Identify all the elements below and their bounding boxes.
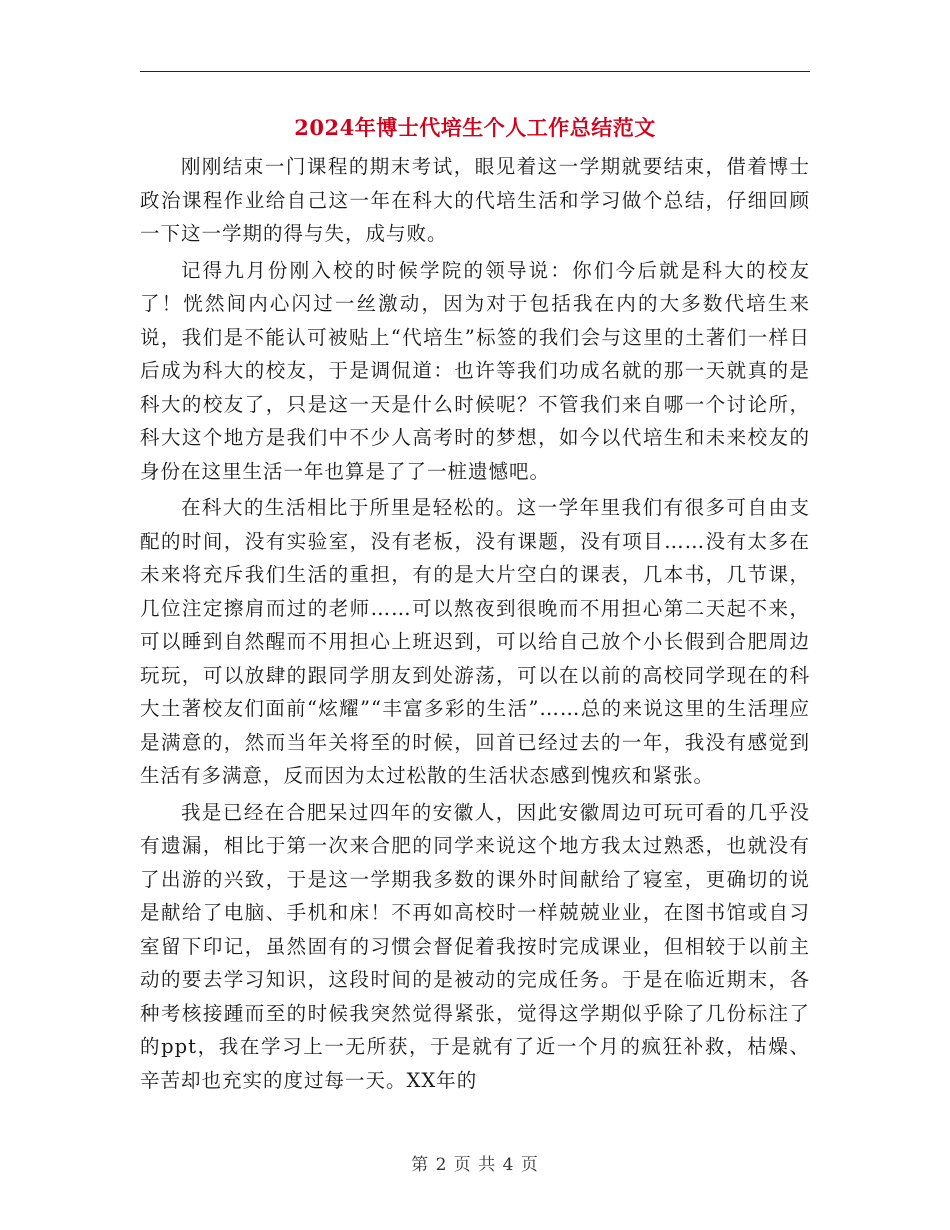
paragraph: 在科大的生活相比于所里是轻松的。这一学年里我们有很多可自由支配的时间，没有实验室，没有老板，没有课题，没有项目……没有太多在未来将充斥我们生活的重担，有的是大片空白的课表，几本书，几节课，几位注定擦肩而过的老师……可以熬夜到很晚而不用担心第二天起不来，可以睡到自然醒而不用担心上班迟到，可以给自己放个小长假到合肥周边玩玩，可以放肆的跟同学朋友到处游荡，可以在以前的高校同学现在的科大土著校友们面前“炫耀”“丰富多彩的生活”……总的来说这里的生活理应是满意的，然而当年关将至的时候，回首已经过去的一年，我没有感觉到生活有多满意，反而因为太过松散的生活状态感到愧疚和紧张。 — [140, 496, 810, 787]
paragraph: 刚刚结束一门课程的期末考试，眼见着这一学期就要结束，借着博士政治课程作业给自己这一年在科大的代培生活和学习做个总结，仔细回顾一下这一学期的得与失，成与败。 — [140, 155, 810, 245]
header-rule — [140, 71, 810, 72]
page-number-footer: 第 2 页 共 4 页 — [411, 1155, 539, 1175]
paragraph: 我是已经在合肥呆过四年的安徽人，因此安徽周边可玩可看的几乎没有遗漏，相比于第一次来合肥的同学来说这个地方我太过熟悉，也就没有了出游的兴致，于是这一学期我多数的课外时间献给了寝室，更确切的说是献给了电脑、手机和床！不再如高校时一样兢兢业业，在图书馆或自习室留下印记，虽然固有的习惯会督促着我按时完成课业，但相较于以前主动的要去学习知识，这段时间的是被动的完成任务。于是在临近期末，各种考核接踵而至的时候我突然觉得紧张，觉得这学期似乎除了几份标注了的ppt，我在学习上一无所获，于是就有了近一个月的疯狂补救，枯燥、辛苦却也充实的度过每一天。XX年的 — [140, 800, 810, 1092]
document-title: 2024年博士代培生个人工作总结范文 — [294, 115, 656, 140]
document-body — [140, 150, 810, 1100]
paragraph: 记得九月份刚入校的时候学院的领导说：你们今后就是科大的校友了！恍然间内心闪过一丝激动，因为对于包括我在内的大多数代培生来说，我们是不能认可被贴上“代培生”标签的我们会与这里的土著们一样日后成为科大的校友，于是调侃道：也许等我们功成名就的那一天就真的是科大的校友了，只是这一天是什么时候呢？不管我们来自哪一个讨论所，科大这个地方是我们中不少人高考时的梦想，如今以代培生和未来校友的身份在这里生活一年也算是了了一桩遗憾吧。 — [140, 258, 810, 483]
